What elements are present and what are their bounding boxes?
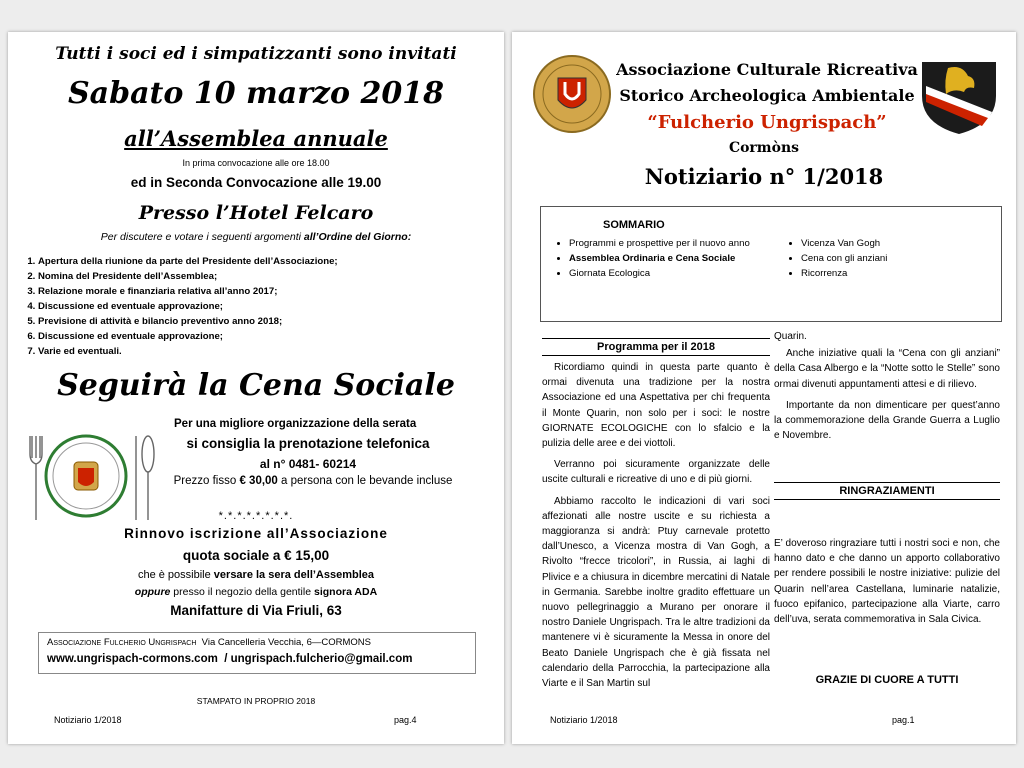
agenda-item: 1. Apertura della riunione da parte del Presidente dell’Associazione; [38, 254, 338, 269]
programma-text-cont [774, 329, 1000, 449]
printed-note: STAMPATO IN PROPRIO 2018 [196, 696, 316, 706]
summary-list-left [555, 236, 774, 281]
assembly-title: all’Assemblea annuale [124, 126, 388, 151]
renew-alt [8, 586, 504, 598]
paragraph: Quarin. [774, 331, 807, 342]
footer-page: pag.1 [892, 715, 915, 725]
summary-title: SOMMARIO [603, 219, 665, 231]
assoc-header-1: Associazione Culturale Ricreativa [616, 60, 918, 79]
programma-heading: Programma per il 2018 [542, 338, 770, 356]
summary-item: • Ricorrenza [801, 266, 991, 281]
dinner-line2: si consiglia la prenotazione telefonica [186, 436, 430, 451]
price-note: a persona con le bevande incluse [277, 475, 453, 487]
seal-emblem-icon [532, 54, 612, 134]
separator-stars: *.*.*.*.*.*.*.*. [218, 510, 294, 522]
coat-of-arms-icon [918, 56, 1000, 136]
renew-fee: quota sociale a € 15,00 [182, 548, 330, 563]
page-1 [512, 32, 1016, 744]
assoc-city: Cormòns [728, 140, 800, 156]
ringraziamenti-heading: RINGRAZIAMENTI [774, 482, 1000, 500]
paragraph: Anche iniziative quali la “Cena con gli anziani” della Casa Albergo e la “Notte sotto le Stelle” sono ormai divenuti appuntamenti attesi e di rilievo. [774, 348, 1000, 390]
paragraph: E’ doveroso ringraziare tutti i nostri soci e non, che hanno dato e che danno un apporto collaborativo per rendere possibili le nostre iniziative: pulizie del Quarin nell’area Castellana, luminarie natalizie, fuoco epifanico, partecipazione alla Viarte, carro dell’uva, serata commemorativa in Sala Civica. [774, 538, 1000, 626]
agenda-intro-text: Per discutere e votare i seguenti argomenti [100, 231, 304, 243]
agenda-item: 7. Varie ed eventuali. [38, 344, 338, 359]
summary-item: • Cena con gli anziani [801, 251, 991, 266]
ringraziamenti-text [774, 536, 1000, 633]
first-call: In prima convocazione alle ore 18.00 [182, 158, 330, 168]
dinner-line1: Per una migliore organizzazione della serata [174, 418, 417, 430]
assoc-address: Via Cancelleria Vecchia, 6—CORMONS [201, 637, 371, 648]
phone-number: al n° 0481- 60214 [259, 457, 357, 471]
agenda-item: 6. Discussione ed eventuale approvazione; [38, 329, 338, 344]
price-value: € 30,00 [239, 475, 278, 487]
website-link[interactable]: www.ungrispach-cormons.com [47, 653, 218, 665]
programma-text [542, 360, 770, 697]
renew-pay [8, 569, 504, 581]
summary-item: • Assemblea Ordinaria e Cena Sociale [569, 251, 774, 266]
footer-issue: Notiziario 1/2018 [550, 715, 618, 725]
contact-line [47, 637, 371, 648]
agenda-item: 4. Discussione ed eventuale approvazione; [38, 299, 338, 314]
thanks-line: GRAZIE DI CUORE A TUTTI [815, 674, 959, 686]
link-separator: / [224, 653, 228, 665]
second-call: ed in Seconda Convocazione alle 19.00 [130, 175, 382, 190]
agenda-list [16, 254, 338, 359]
agenda-item: 2. Nomina del Presidente dell’Assemblea; [38, 269, 338, 284]
agenda-intro-bold: all’Ordine del Giorno: [303, 231, 412, 243]
summary-item: • Giornata Ecologica [569, 266, 774, 281]
agenda-item: 5. Previsione di attività e bilancio preventivo anno 2018; [38, 314, 338, 329]
paragraph: Ricordiamo quindi in questa parte quanto è ormai divenuta una tradizione per la nostra Associazione ed una Aspettativa per chi frequenta il Monte Quarin, non solo per i soci: le nostre GIORNATE ECOLOGICHE con lo sfalcio e la pulizia delle aree e dei viottoli. [542, 362, 770, 450]
invite-line: Tutti i soci ed i simpatizzanti sono invitati [55, 44, 457, 64]
renew-pay-text: che è possibile [137, 569, 214, 581]
summary-box [540, 206, 1002, 322]
renew-title: Rinnovo iscrizione all’Associazione [124, 526, 388, 541]
agenda-intro [8, 231, 504, 243]
summary-item: • Programmi e prospettive per il nuovo anno [569, 236, 774, 251]
renew-alt-or: oppure [134, 586, 171, 598]
shop-address: Manifatture di Via Friuli, 63 [170, 603, 342, 618]
newsletter-title: Notiziario n° 1/2018 [644, 164, 884, 189]
agenda-item: 3. Relazione morale e finanziaria relativa all’anno 2017; [38, 284, 338, 299]
event-date: Sabato 10 marzo 2018 [68, 76, 444, 111]
paragraph: Importante da non dimenticare per quest’anno la commemorazione della Grande Guerra a Luglio e Novembre. [774, 399, 1000, 442]
web-line [47, 653, 412, 665]
price-label: Prezzo fisso [173, 475, 240, 487]
venue: Presso l’Hotel Felcaro [138, 202, 374, 224]
price-line [138, 475, 488, 487]
assoc-header-3: “Fulcherio Ungrispach” [647, 112, 887, 133]
assoc-header-2: Storico Archeologica Ambientale [619, 86, 915, 105]
summary-item: • Vicenza Van Gogh [801, 236, 991, 251]
footer-page: pag.4 [394, 715, 417, 725]
page-4 [8, 32, 504, 744]
assoc-name: Associazione Fulcherio Ungrispach [47, 637, 197, 648]
renew-pay-bold: versare la sera dell’Assemblea [213, 569, 375, 581]
renew-alt-name: signora ADA [313, 586, 378, 598]
paragraph: Verranno poi sicuramente organizzate delle uscite culturali e ricreative di uno e di più giorni. [542, 459, 770, 486]
footer-issue: Notiziario 1/2018 [54, 715, 122, 725]
dinner-title: Seguirà la Cena Sociale [57, 368, 455, 403]
contact-box [38, 632, 476, 674]
summary-list-right [787, 236, 991, 281]
paragraph: Abbiamo raccolto le indicazioni di vari soci affezionati alle nostre uscite e su richiesta a maggioranza si andrà: Ptuy carnevale protetto dall’Unesco, a Vicenza mostra di Van Gogh, a Rivolto “frecce tricolori”, in Russia, ai laghi di Plivice e a chiusura in dicembre mercatini di Natale in Germania. Sarebbe inoltre gradito effettuare un nuovo pellegrinaggio a Murano per onorare il nostro Daniele Ungrispach. Tra le altre tradizioni da mantenere vi è sicuramente la Messa in onore del Beato Daniele Ungrispach che è già fissata nel calendario della Parrocchia, la partecipazione alla Viarte e il San Martin sul [542, 495, 770, 690]
email-link[interactable]: ungrispach.fulcherio@gmail.com [230, 653, 413, 665]
renew-alt-text: presso il negozio della gentile [170, 586, 314, 598]
